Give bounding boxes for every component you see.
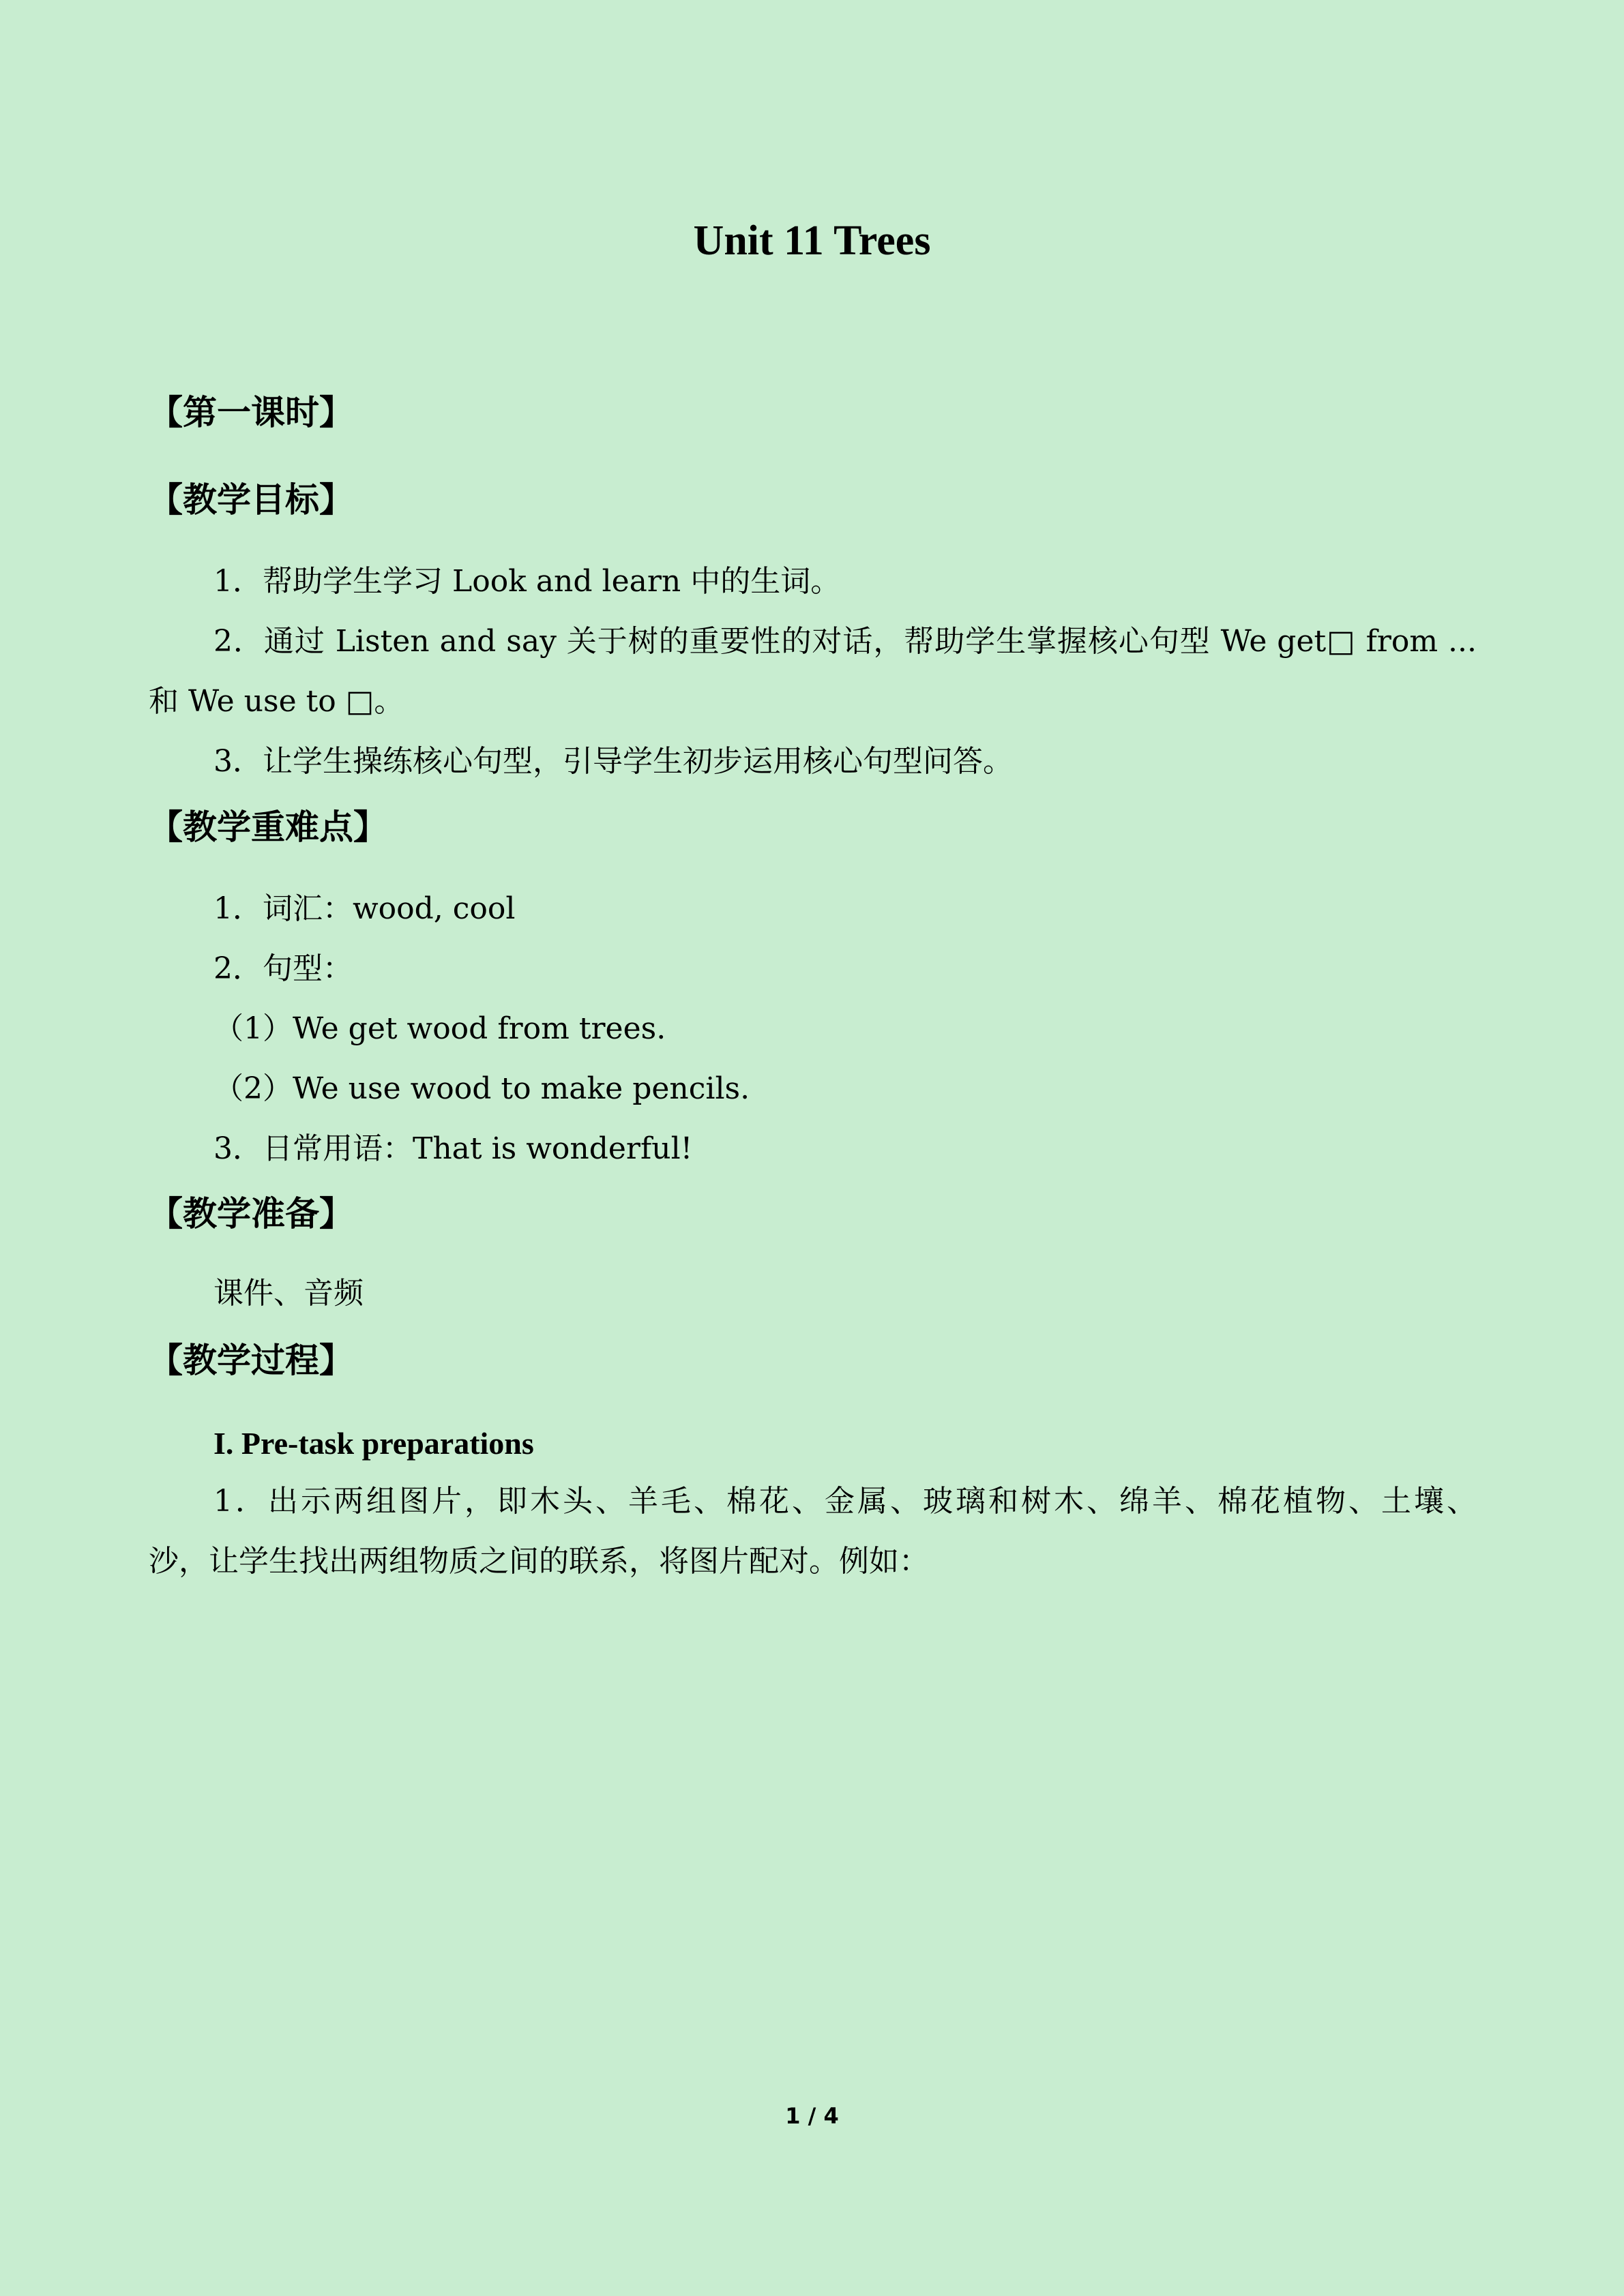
process-subheading: I. Pre-task preparations [213, 1426, 534, 1461]
key-point-item-2a: （1）We get wood from trees. [213, 1011, 666, 1046]
process-item-1-line-2: 沙，让学生找出两组物质之间的联系，将图片配对。例如： [149, 1544, 929, 1579]
key-point-item-2: 2．句型： [213, 951, 353, 986]
process-item-1-line-1: 1．出示两组图片，即木头、羊毛、棉花、金属、玻璃和树木、绵羊、棉花植物、土壤、 [213, 1484, 1477, 1519]
objective-item-2-line-1: 2．通过 Listen and say 关于树的重要性的对话，帮助学生掌握核心句型 We get□ from ... [213, 624, 1477, 659]
objective-item-2-line-2: 和 We use to □。 [149, 684, 404, 719]
objective-item-3: 3．让学生操练核心句型，引导学生初步运用核心句型问答。 [213, 744, 1013, 779]
process-heading: 【教学过程】 [149, 1341, 353, 1380]
key-point-item-3: 3．日常用语：That is wonderful! [213, 1131, 693, 1166]
preparation-text: 课件、音频 [213, 1276, 364, 1311]
objective-item-1: 1．帮助学生学习 Look and learn 中的生词。 [213, 564, 841, 599]
preparation-heading: 【教学准备】 [149, 1194, 353, 1234]
objectives-heading: 【教学目标】 [149, 480, 353, 520]
key-point-item-1: 1．词汇：wood, cool [213, 891, 516, 926]
document-title: Unit 11 Trees [693, 218, 931, 264]
key-point-item-2b: （2）We use wood to make pencils. [213, 1071, 750, 1106]
key-points-heading: 【教学重难点】 [149, 807, 387, 847]
page-number: 1 / 4 [785, 2103, 839, 2129]
lesson-heading: 【第一课时】 [149, 393, 353, 432]
